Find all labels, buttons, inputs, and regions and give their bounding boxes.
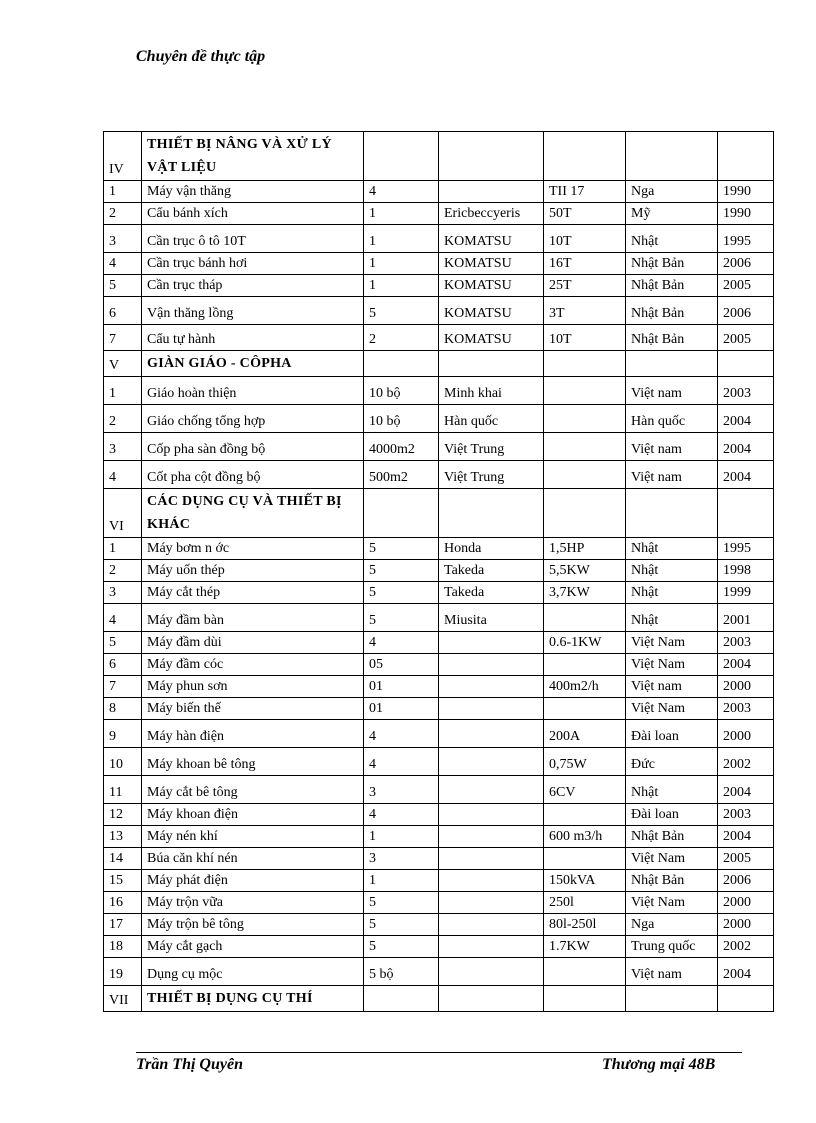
section-header-row (104, 489, 774, 538)
cell-origin: Nhật Bản (626, 297, 718, 325)
cell-qty: 4 (364, 720, 439, 748)
cell-origin: Việt Nam (626, 848, 718, 870)
cell-origin: Nhật (626, 776, 718, 804)
table-row (104, 632, 774, 654)
cell-year: 1990 (718, 181, 774, 203)
cell-name: Cần trục ô tô 10T (142, 225, 364, 253)
table-row (104, 538, 774, 560)
cell-origin: Nhật Bản (626, 325, 718, 351)
cell-name: Máy phát điện (142, 870, 364, 892)
cell-qty: 1 (364, 225, 439, 253)
cell-capacity (544, 604, 626, 632)
cell-capacity (544, 848, 626, 870)
cell-year: 2005 (718, 325, 774, 351)
cell-maker (439, 654, 544, 676)
cell-maker (439, 748, 544, 776)
cell-qty: 4 (364, 181, 439, 203)
cell-stt: 16 (104, 892, 142, 914)
table-row (104, 914, 774, 936)
cell-qty: 4 (364, 632, 439, 654)
section-title: GIÀN GIÁO - CÔPHA (142, 351, 364, 377)
cell-stt: 5 (104, 275, 142, 297)
cell-name: Máy trộn bê tông (142, 914, 364, 936)
empty-cell (718, 489, 774, 538)
cell-capacity: 3T (544, 297, 626, 325)
cell-name: Máy nén khí (142, 826, 364, 848)
table-row (104, 433, 774, 461)
cell-capacity (544, 461, 626, 489)
cell-name: Máy khoan điện (142, 804, 364, 826)
cell-name: Máy đầm dùi (142, 632, 364, 654)
cell-origin: Việt Nam (626, 654, 718, 676)
cell-origin: Nhật Bản (626, 826, 718, 848)
cell-maker: Hàn quốc (439, 405, 544, 433)
cell-origin: Việt nam (626, 461, 718, 489)
cell-name: Cẩu tự hành (142, 325, 364, 351)
cell-capacity (544, 377, 626, 405)
cell-year: 2004 (718, 654, 774, 676)
section-header-row (104, 351, 774, 377)
cell-name: Máy cắt bê tông (142, 776, 364, 804)
table-row (104, 826, 774, 848)
cell-stt: 8 (104, 698, 142, 720)
cell-capacity: 0,75W (544, 748, 626, 776)
cell-maker (439, 698, 544, 720)
cell-maker (439, 892, 544, 914)
cell-stt: 15 (104, 870, 142, 892)
cell-stt: 4 (104, 253, 142, 275)
cell-name: Máy vận thăng (142, 181, 364, 203)
cell-year: 2000 (718, 892, 774, 914)
cell-qty: 1 (364, 275, 439, 297)
cell-year: 2001 (718, 604, 774, 632)
cell-name: Vận thăng lồng (142, 297, 364, 325)
cell-capacity: 6CV (544, 776, 626, 804)
section-number: V (104, 351, 142, 377)
cell-qty: 1 (364, 253, 439, 275)
cell-year: 1995 (718, 538, 774, 560)
cell-origin: Nga (626, 181, 718, 203)
empty-cell (626, 489, 718, 538)
cell-year: 2002 (718, 936, 774, 958)
cell-maker: Honda (439, 538, 544, 560)
cell-capacity: 16T (544, 253, 626, 275)
cell-qty: 5 (364, 538, 439, 560)
cell-year: 2000 (718, 676, 774, 698)
cell-maker: KOMATSU (439, 325, 544, 351)
cell-maker (439, 804, 544, 826)
cell-capacity: 10T (544, 325, 626, 351)
cell-stt: 19 (104, 958, 142, 986)
cell-origin: Nga (626, 914, 718, 936)
table-row (104, 698, 774, 720)
cell-maker: KOMATSU (439, 225, 544, 253)
cell-capacity: 150kVA (544, 870, 626, 892)
cell-name: Máy đầm cóc (142, 654, 364, 676)
cell-year: 2002 (718, 748, 774, 776)
cell-qty: 1 (364, 826, 439, 848)
table-row (104, 325, 774, 351)
footer-author: Trần Thị Quyên (136, 1056, 243, 1073)
cell-qty: 10 bộ (364, 377, 439, 405)
cell-capacity: 1,5HP (544, 538, 626, 560)
cell-origin: Nhật Bản (626, 275, 718, 297)
equipment-table (103, 131, 774, 1012)
cell-qty: 5 (364, 604, 439, 632)
cell-origin: Nhật (626, 582, 718, 604)
cell-stt: 3 (104, 433, 142, 461)
cell-year: 2003 (718, 632, 774, 654)
cell-qty: 1 (364, 203, 439, 225)
table-row (104, 604, 774, 632)
cell-name: Máy khoan bê tông (142, 748, 364, 776)
cell-capacity: 3,7KW (544, 582, 626, 604)
cell-stt: 2 (104, 560, 142, 582)
cell-name: Cần trục tháp (142, 275, 364, 297)
cell-qty: 05 (364, 654, 439, 676)
empty-cell (626, 132, 718, 181)
empty-cell (439, 132, 544, 181)
cell-origin: Đài loan (626, 804, 718, 826)
cell-maker: Việt Trung (439, 461, 544, 489)
cell-origin: Nhật Bản (626, 870, 718, 892)
cell-capacity (544, 433, 626, 461)
table-row (104, 748, 774, 776)
table-row (104, 582, 774, 604)
cell-year: 2003 (718, 698, 774, 720)
cell-origin: Việt nam (626, 377, 718, 405)
empty-cell (626, 351, 718, 377)
cell-year: 2006 (718, 870, 774, 892)
empty-cell (364, 489, 439, 538)
table-row (104, 958, 774, 986)
cell-stt: 13 (104, 826, 142, 848)
cell-stt: 14 (104, 848, 142, 870)
table-row (104, 804, 774, 826)
cell-qty: 5 (364, 936, 439, 958)
cell-maker (439, 826, 544, 848)
cell-stt: 7 (104, 325, 142, 351)
cell-origin: Việt Nam (626, 632, 718, 654)
cell-qty: 01 (364, 676, 439, 698)
cell-capacity (544, 405, 626, 433)
cell-origin: Việt nam (626, 958, 718, 986)
cell-year: 2006 (718, 253, 774, 275)
cell-qty: 5 (364, 297, 439, 325)
cell-stt: 6 (104, 654, 142, 676)
cell-maker (439, 870, 544, 892)
empty-cell (718, 986, 774, 1012)
cell-maker: Takeda (439, 560, 544, 582)
cell-maker: Takeda (439, 582, 544, 604)
cell-year: 2006 (718, 297, 774, 325)
section-header-row (104, 986, 774, 1012)
cell-qty: 5 (364, 582, 439, 604)
cell-origin: Đài loan (626, 720, 718, 748)
cell-origin: Nhật (626, 225, 718, 253)
table-row (104, 776, 774, 804)
cell-year: 2003 (718, 377, 774, 405)
table-row (104, 275, 774, 297)
table-row (104, 225, 774, 253)
table-row (104, 560, 774, 582)
table-row (104, 848, 774, 870)
cell-name: Cốt pha cột đồng bộ (142, 461, 364, 489)
cell-year: 2000 (718, 914, 774, 936)
cell-origin: Việt Nam (626, 698, 718, 720)
cell-origin: Hàn quốc (626, 405, 718, 433)
cell-capacity: 250l (544, 892, 626, 914)
empty-cell (439, 351, 544, 377)
table-row (104, 936, 774, 958)
empty-cell (544, 132, 626, 181)
cell-year: 2005 (718, 848, 774, 870)
cell-year: 2004 (718, 958, 774, 986)
table-row (104, 203, 774, 225)
table-row (104, 676, 774, 698)
section-number: VII (104, 986, 142, 1012)
empty-cell (364, 986, 439, 1012)
cell-name: Giáo chống tổng hợp (142, 405, 364, 433)
cell-origin: Đức (626, 748, 718, 776)
cell-name: Máy phun sơn (142, 676, 364, 698)
cell-origin: Mỹ (626, 203, 718, 225)
cell-name: Máy hàn điện (142, 720, 364, 748)
cell-origin: Nhật (626, 560, 718, 582)
cell-stt: 4 (104, 461, 142, 489)
cell-year: 2004 (718, 405, 774, 433)
cell-maker: Miusita (439, 604, 544, 632)
cell-stt: 3 (104, 582, 142, 604)
cell-maker (439, 676, 544, 698)
cell-capacity: 0.6-1KW (544, 632, 626, 654)
cell-origin: Trung quốc (626, 936, 718, 958)
cell-year: 1990 (718, 203, 774, 225)
cell-stt: 3 (104, 225, 142, 253)
cell-qty: 3 (364, 776, 439, 804)
cell-maker (439, 914, 544, 936)
cell-name: Cẩu bánh xích (142, 203, 364, 225)
cell-maker: KOMATSU (439, 275, 544, 297)
cell-stt: 7 (104, 676, 142, 698)
cell-capacity: 400m2/h (544, 676, 626, 698)
cell-capacity: 200A (544, 720, 626, 748)
cell-year: 1999 (718, 582, 774, 604)
cell-name: Cốp pha sàn đồng bộ (142, 433, 364, 461)
cell-year: 2004 (718, 433, 774, 461)
cell-maker: KOMATSU (439, 253, 544, 275)
cell-capacity: 25T (544, 275, 626, 297)
cell-year: 2005 (718, 275, 774, 297)
cell-year: 2003 (718, 804, 774, 826)
cell-stt: 11 (104, 776, 142, 804)
cell-stt: 4 (104, 604, 142, 632)
cell-origin: Nhật Bản (626, 253, 718, 275)
cell-year: 1995 (718, 225, 774, 253)
cell-year: 2004 (718, 461, 774, 489)
cell-maker (439, 720, 544, 748)
cell-qty: 5 (364, 914, 439, 936)
cell-maker (439, 848, 544, 870)
cell-name: Máy cắt gạch (142, 936, 364, 958)
table-row (104, 720, 774, 748)
cell-capacity: 10T (544, 225, 626, 253)
cell-name: Cần trục bánh hơi (142, 253, 364, 275)
cell-year: 2004 (718, 776, 774, 804)
empty-cell (364, 132, 439, 181)
cell-maker (439, 958, 544, 986)
table-row (104, 297, 774, 325)
cell-stt: 5 (104, 632, 142, 654)
cell-qty: 5 (364, 892, 439, 914)
table-row (104, 892, 774, 914)
table-row (104, 461, 774, 489)
section-title: THIẾT BỊ DỤNG CỤ THÍ (142, 986, 364, 1012)
section-header-row (104, 132, 774, 181)
cell-stt: 10 (104, 748, 142, 776)
empty-cell (544, 351, 626, 377)
cell-year: 2004 (718, 826, 774, 848)
cell-qty: 2 (364, 325, 439, 351)
cell-name: Máy đầm bàn (142, 604, 364, 632)
cell-maker: Minh khai (439, 377, 544, 405)
cell-origin: Nhật (626, 604, 718, 632)
cell-name: Giáo hoàn thiện (142, 377, 364, 405)
cell-name: Búa căn khí nén (142, 848, 364, 870)
table-row (104, 654, 774, 676)
cell-maker: Ericbeccyeris (439, 203, 544, 225)
cell-year: 1998 (718, 560, 774, 582)
cell-stt: 9 (104, 720, 142, 748)
cell-stt: 18 (104, 936, 142, 958)
empty-cell (544, 489, 626, 538)
cell-qty: 4 (364, 748, 439, 776)
cell-stt: 2 (104, 203, 142, 225)
table-row (104, 377, 774, 405)
cell-origin: Việt nam (626, 676, 718, 698)
cell-capacity: 80l-250l (544, 914, 626, 936)
table-row (104, 253, 774, 275)
cell-capacity (544, 654, 626, 676)
cell-capacity (544, 958, 626, 986)
cell-capacity (544, 804, 626, 826)
footer-rule (136, 1052, 742, 1053)
empty-cell (544, 986, 626, 1012)
empty-cell (718, 132, 774, 181)
cell-maker (439, 632, 544, 654)
empty-cell (439, 489, 544, 538)
table-row (104, 870, 774, 892)
cell-capacity: 600 m3/h (544, 826, 626, 848)
cell-year: 2000 (718, 720, 774, 748)
section-title: CÁC DỤNG CỤ VÀ THIẾT BỊ KHÁC (142, 489, 364, 538)
cell-capacity: 5,5KW (544, 560, 626, 582)
cell-maker (439, 936, 544, 958)
cell-origin: Việt Nam (626, 892, 718, 914)
section-number: IV (104, 132, 142, 181)
cell-qty: 5 (364, 560, 439, 582)
cell-qty: 3 (364, 848, 439, 870)
cell-maker: KOMATSU (439, 297, 544, 325)
cell-capacity: TII 17 (544, 181, 626, 203)
cell-name: Dụng cụ mộc (142, 958, 364, 986)
cell-stt: 6 (104, 297, 142, 325)
cell-name: Máy biến thế (142, 698, 364, 720)
cell-name: Máy bơm n ớc (142, 538, 364, 560)
cell-qty: 4000m2 (364, 433, 439, 461)
cell-qty: 4 (364, 804, 439, 826)
section-title: THIẾT BỊ NÂNG VÀ XỬ LÝ VẬT LIỆU (142, 132, 364, 181)
cell-stt: 1 (104, 377, 142, 405)
footer-class: Thương mại 48B (602, 1056, 716, 1073)
cell-capacity (544, 698, 626, 720)
empty-cell (364, 351, 439, 377)
cell-capacity: 1.7KW (544, 936, 626, 958)
cell-stt: 2 (104, 405, 142, 433)
cell-qty: 500m2 (364, 461, 439, 489)
cell-stt: 17 (104, 914, 142, 936)
cell-qty: 01 (364, 698, 439, 720)
page-header-title: Chuyên đề thực tập (136, 48, 266, 65)
cell-name: Máy uốn thép (142, 560, 364, 582)
cell-qty: 10 bộ (364, 405, 439, 433)
cell-origin: Việt nam (626, 433, 718, 461)
cell-maker (439, 181, 544, 203)
cell-qty: 1 (364, 870, 439, 892)
table-row (104, 405, 774, 433)
cell-name: Máy cắt thép (142, 582, 364, 604)
cell-maker (439, 776, 544, 804)
empty-cell (718, 351, 774, 377)
cell-maker: Việt Trung (439, 433, 544, 461)
cell-capacity: 50T (544, 203, 626, 225)
cell-qty: 5 bộ (364, 958, 439, 986)
empty-cell (626, 986, 718, 1012)
cell-stt: 1 (104, 181, 142, 203)
cell-name: Máy trộn vữa (142, 892, 364, 914)
cell-origin: Nhật (626, 538, 718, 560)
empty-cell (439, 986, 544, 1012)
cell-stt: 12 (104, 804, 142, 826)
table-row (104, 181, 774, 203)
cell-stt: 1 (104, 538, 142, 560)
section-number: VI (104, 489, 142, 538)
